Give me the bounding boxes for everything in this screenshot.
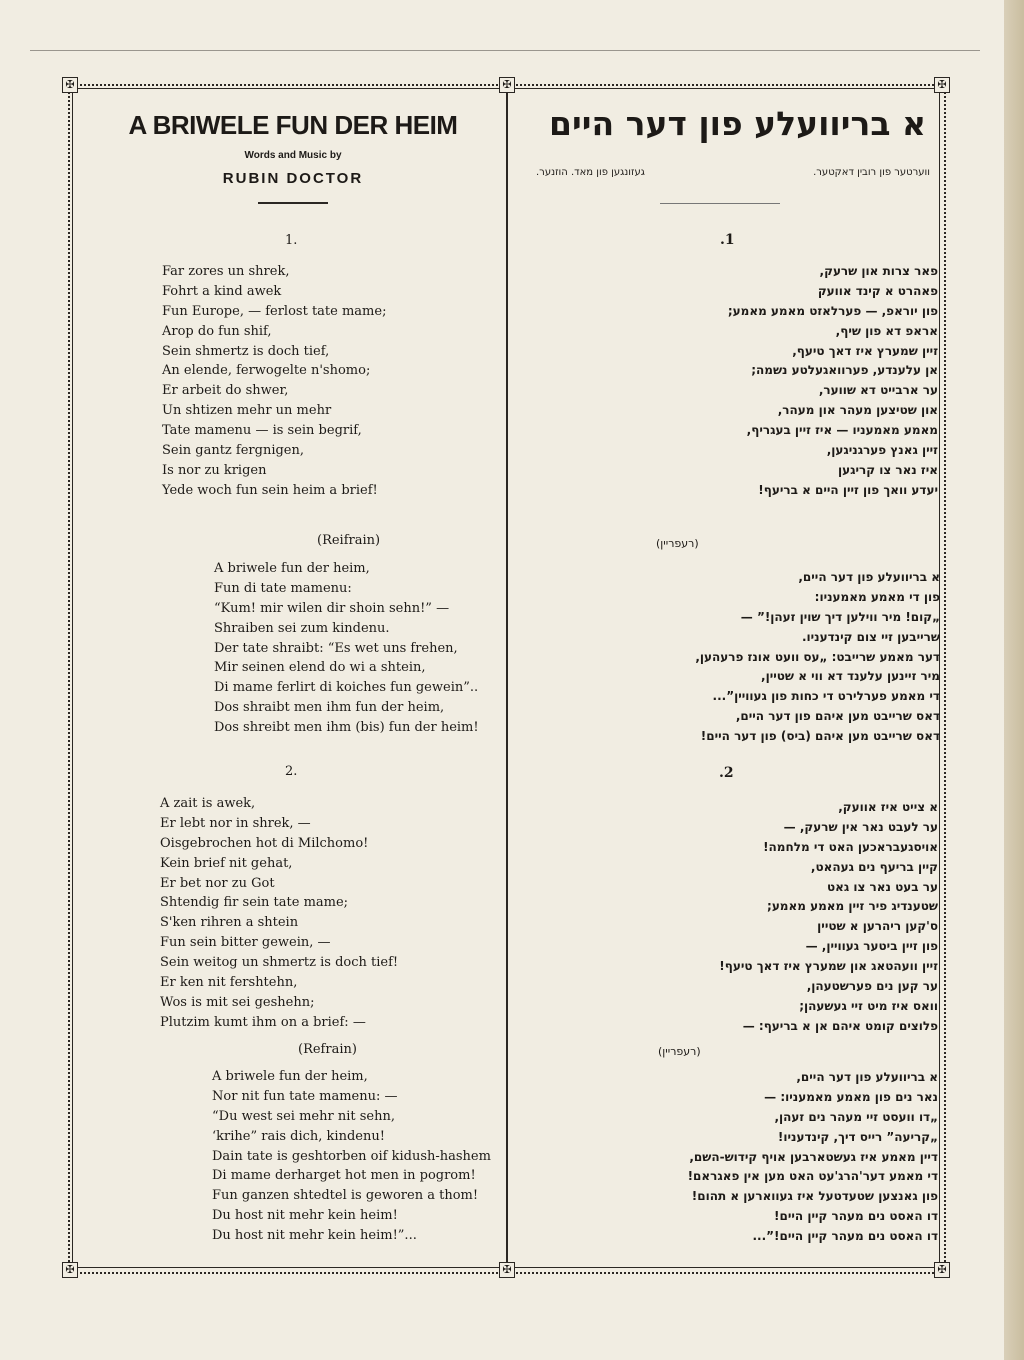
lyric-line: אראפ דא פון שיף, [835,323,938,338]
lyric-line: פלוצים קומט איהם אן א בריעף: — [742,1018,938,1033]
english-title: A BRIWELE FUN DER HEIM [128,110,458,140]
lyric-line: An elende, ferwogelte n'shomo; [162,363,371,379]
lyric-line: דאס שרייבט מען איהם פון דער היים, [735,709,940,724]
lyric-line: “Kum! mir wilen dir shoin sehn!” — [214,600,450,616]
corner-ornament-icon: ✠ [934,1262,950,1278]
lyric-line: ער ארבייט דא שווער, [818,383,938,398]
lyric-line: Fun ganzen shtedtel is geworen a thom! [212,1188,479,1204]
lyric-line: Er ken nit fershtehn, [160,975,298,991]
lyric-line: Du host nit mehr kein heim! [212,1208,398,1224]
refrain-title: (Refrain) [298,1042,357,1057]
yiddish-verse-2 [719,798,938,1037]
lyric-line: Un shtizen mehr un mehr [162,403,332,419]
lyric-line: דו האסט נים מעהר קיין היים!”... [752,1229,938,1244]
yiddish-title: א בריוועלע פון דער היים [549,104,926,143]
lyric-line: נאר נים פון מאמע מאמעניו: — [764,1089,938,1104]
lyric-line: Di mame ferlirt di koiches fun gewein”.. [214,680,479,696]
lyric-line: A zait is awek, [160,796,256,811]
lyric-line: Sein weitog un shmertz is doch tief! [160,955,399,971]
yiddish-credit-music: געזונגען פון מאד. הוזנער. [536,167,645,178]
corner-ornament-icon: ✠ [499,1262,515,1278]
english-refrain-1 [214,559,479,738]
lyric-line: Fohrt a kind awek [162,283,282,299]
lyric-line: Er bet nor zu Got [160,875,275,891]
lyric-line: Er lebt nor in shrek, — [160,815,311,831]
english-verse-2 [160,794,398,1033]
lyric-line: Shraiben sei zum kindenu. [214,620,390,636]
english-verse-1 [162,262,386,501]
lyric-line: זיין גאנץ פערגניגען, [826,443,938,458]
column-divider [506,90,508,1266]
refrain-title: (Reifrain) [317,533,381,548]
lyric-line: פון די מאמע מאמעניו: [814,589,940,604]
lyric-line: Fun sein bitter gewein, — [160,935,331,951]
verse-number: .1 [720,232,735,248]
lyric-line: פון יוראפ, — פערלאזט מאמע מאמע; [727,303,938,318]
author-name: RUBIN DOCTOR [222,170,364,187]
lyric-line: פון גאנצען שטעדטעל איז געווארען א תהום! [691,1189,938,1204]
lyric-line: שרייבען זיי צום קינדעניו. [801,629,940,644]
words-by-label: Words and Music by [244,150,342,161]
lyric-line: Dain tate is geshtorben oif kidush-hashem [212,1148,491,1164]
lyric-line: שטענדיג פיר זיין מאמע מאמע; [767,899,938,914]
lyric-line: ‘krihe” rais dich, kindenu! [212,1128,385,1144]
lyric-line: Far zores un shrek, [162,264,290,279]
lyric-line: א בריוועלע פון דער היים, [798,570,940,584]
lyric-line: און שטיצען מעהר און מעהר, [777,403,938,418]
lyric-line: S'ken rihren a shtein [160,915,299,931]
verse-number: 1. [285,233,298,248]
lyric-line: Dos shreibt men ihm (bis) fun der heim! [214,720,479,736]
lyric-line: Plutzim kumt ihm on a brief: — [160,1014,366,1030]
lyric-line: Oisgebrochen hot di Milchomo! [160,835,369,851]
lyric-line: Yede woch fun sein heim a brief! [162,482,378,498]
lyric-line: זיין וועהטאג און שמערץ איז דאך טיעף! [719,959,938,974]
lyric-line: Arop do fun shif, [162,323,272,339]
top-rule [30,50,980,51]
lyric-line: אויסגעבראכען האט די מלחמה! [763,839,938,854]
lyric-line: Sein gantz fergnigen, [162,443,305,459]
lyric-line: פון זיין ביטער געוויין, — [805,939,938,954]
page-edge [1004,0,1024,1360]
lyric-line: יעדע וואך פון זיין היים א בריעף! [758,482,938,497]
lyric-line: דיין מאמע איז געשטארבען אויף קידוש-השם, [689,1149,938,1164]
yiddish-refrain-1 [695,568,940,747]
lyric-line: זיין שמערץ איז דאך טיעף, [792,343,938,358]
lyric-line: אן עלענדע, פערוואגעלטע נשמה; [751,363,938,378]
lyric-line: Fun Europe, — ferlost tate mame; [162,303,387,319]
english-refrain-2 [212,1067,491,1246]
lyric-line: ער בעט נאר צו גאט [827,879,938,894]
lyric-line: Nor nit fun tate mamenu: — [212,1088,398,1104]
yiddish-verse-1 [728,262,938,501]
lyric-line: א בריוועלע פון דער היים, [796,1070,938,1084]
corner-ornament-icon: ✠ [934,77,950,93]
lyric-line: Di mame derharget hot men in pogrom! [212,1168,476,1184]
lyric-line: דו האסט נים מעהר קיין היים! [774,1209,938,1224]
lyric-line: „קום! מיר ווילען דיך שוין זעהן!” — [740,609,940,624]
verse-number: 2. [285,764,298,779]
yiddish-refrain-2 [688,1068,938,1247]
lyric-line: Er arbeit do shwer, [162,383,289,399]
lyric-line: Der tate shraibt: “Es wet uns frehen, [214,640,458,656]
lyric-line: Kein brief nit gehat, [160,855,293,871]
lyric-line: דער מאמע שרייבט: „עס וועט אונז פרעהען, [695,649,940,664]
yiddish-credit-words: ווערטער פון רובין דאקטער. [813,167,930,178]
lyric-line: דאס שרייבט מען איהם (ביס) פון דער היים! [700,729,940,744]
lyric-line: Du host nit mehr kein heim!”... [212,1228,417,1244]
lyric-line: ער קען נים פערשטעהן, [806,979,938,994]
lyric-line: Fun di tate mamenu: [214,580,352,596]
lyric-line: Tate mamenu — is sein begrif, [162,423,362,439]
lyric-line: Wos is mit sei geshehn; [160,994,315,1010]
title-rule [258,202,328,204]
lyric-line: Dos shraibt men ihm fun der heim, [214,700,445,716]
corner-ornament-icon: ✠ [499,77,515,93]
lyric-line: די מאמע פערלירט די כחות פון געוויין”... [712,689,940,704]
refrain-title: (רעפריין) [656,537,699,550]
lyric-line: Mir seinen elend do wi a shtein, [214,660,426,676]
lyric-line: פאר צרות און שרעק, [819,264,938,278]
lyric-line: קיין בריעף נים געהאט, [810,859,938,874]
lyric-line: פאהרט א קינד אוועק [817,283,938,298]
lyric-line: „קריעה” רייס דיך, קינדעניו! [777,1129,938,1144]
lyric-line: א צייט איז אוועק, [838,800,938,814]
lyric-line: איז נאר צו קריגען [837,462,938,477]
lyric-line: די מאמע דער'הרג'עט האט מען אין פאגראם! [687,1169,938,1184]
lyric-line: Is nor zu krigen [162,462,267,478]
lyric-line: מאמע מאמעניו — איז זיין בעגריף, [746,423,938,438]
lyric-line: ער לעבט נאר אין שרעק, — [783,819,938,834]
lyric-line: ס'קען ריהרען א שטיין [817,919,938,934]
lyric-line: A briwele fun der heim, [214,561,370,576]
lyric-line: A briwele fun der heim, [212,1069,368,1084]
lyric-line: “Du west sei mehr nit sehn, [212,1108,395,1124]
title-rule [660,203,780,204]
lyric-line: Shtendig fir sein tate mame; [160,895,349,911]
lyric-line: „דו וועסט זיי מעהר נים זעהן, [774,1109,938,1124]
refrain-title: (רעפריין) [658,1045,701,1058]
lyric-line: מיר זיינען עלענד דא ווי א שטיין, [761,669,940,684]
lyric-line: וואס איז מיט זיי געשעהן; [799,998,938,1013]
corner-ornament-icon: ✠ [62,1262,78,1278]
lyric-line: Sein shmertz is doch tief, [162,343,330,359]
verse-number: .2 [719,765,734,781]
corner-ornament-icon: ✠ [62,77,78,93]
